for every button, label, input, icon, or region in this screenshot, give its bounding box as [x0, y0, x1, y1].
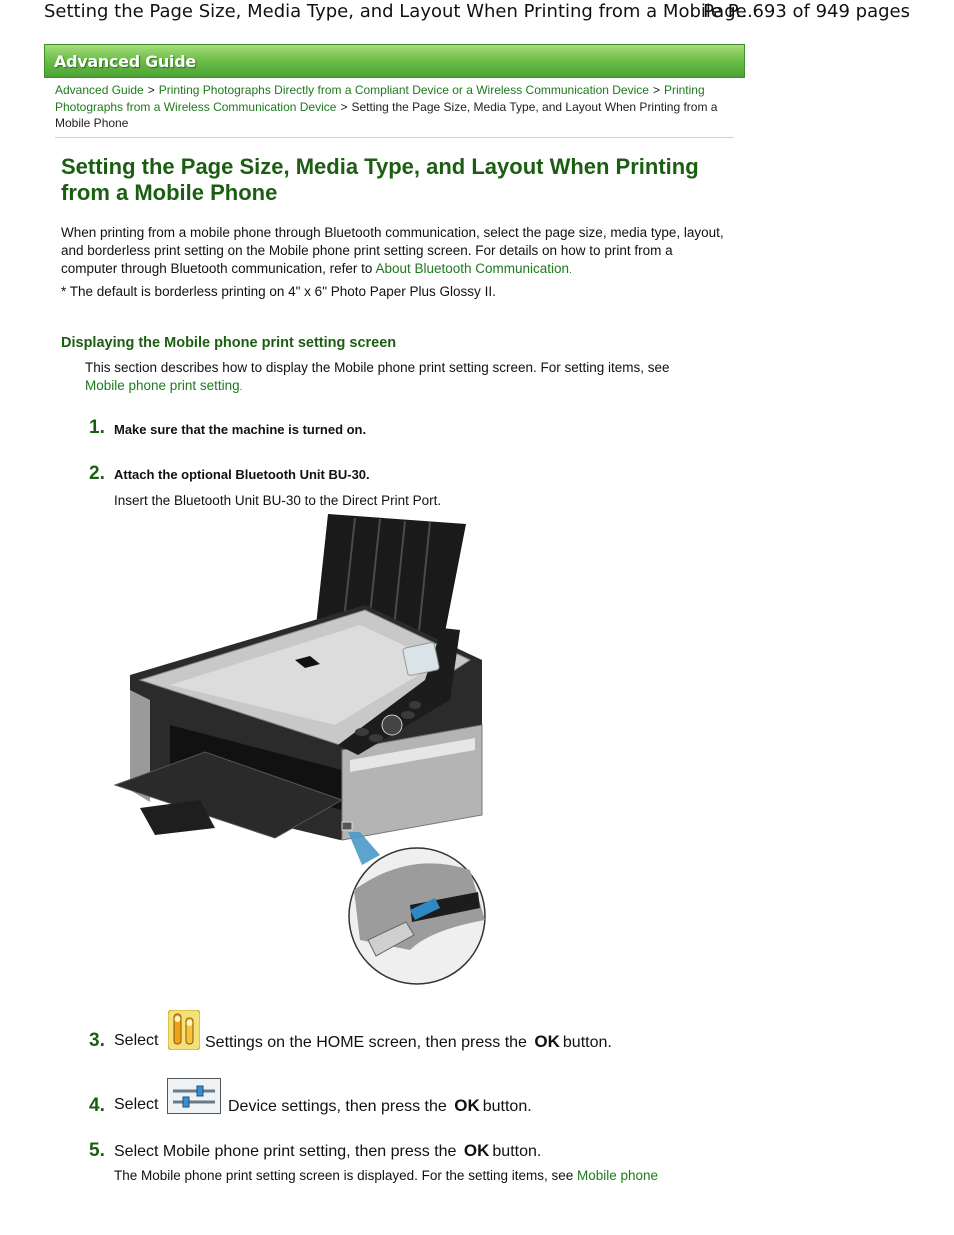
step-4-end: button. — [482, 1098, 532, 1115]
section-intro — [85, 359, 705, 397]
step-5-end: button. — [492, 1143, 542, 1160]
lcd-screen — [402, 642, 439, 676]
step-1-text: Make sure that the machine is turned on. — [114, 422, 367, 437]
intro-paragraph — [61, 224, 726, 280]
breadcrumb-current: Setting the Page Size, Media Type, and Layout When Printing from a Mobile Phone — [55, 99, 718, 130]
section-intro-end: . — [239, 382, 243, 393]
breadcrumb-link-wireless-device[interactable]: Printing Photographs from a Wireless Communication Device — [55, 83, 705, 114]
settings-icon — [168, 1010, 200, 1050]
section-title: Displaying the Mobile phone print setting screen — [61, 335, 397, 351]
step-2-text: Attach the optional Bluetooth Unit BU-30. — [114, 467, 370, 482]
step-3-end: button. — [562, 1034, 612, 1051]
section-intro-text: This section describes how to display the Mobile phone print setting screen. For setting items, see — [85, 360, 670, 375]
step-number: 5. — [89, 1140, 105, 1161]
zoom-pointer — [348, 832, 380, 865]
advanced-guide-banner — [44, 44, 745, 78]
breadcrumb-link-advanced-guide[interactable]: Advanced Guide — [55, 83, 144, 97]
ok-button-label: OK — [463, 1141, 490, 1160]
step-4-instruction: Device settings, then press the — [228, 1098, 447, 1115]
navigation-dial — [382, 715, 402, 735]
device-settings-icon — [167, 1078, 221, 1114]
direct-print-port — [342, 822, 352, 830]
mobile-phone-print-setting-link[interactable]: Mobile phone print setting — [85, 378, 240, 393]
step-4-select: Select — [114, 1096, 159, 1113]
mobile-phone-link[interactable]: Mobile phone — [577, 1168, 659, 1183]
step-3-select: Select — [114, 1032, 159, 1049]
page-number: Page 693 of 949 pages — [703, 1, 910, 22]
page-title: Setting the Page Size, Media Type, and Layout When Printing from a Mobile Phone — [61, 154, 699, 205]
breadcrumb-divider — [55, 137, 734, 138]
step-number: 3. — [89, 1030, 105, 1051]
breadcrumb — [55, 82, 735, 132]
intro-text: When printing from a mobile phone through Bluetooth communication, select the page size, media type, layout, and borderless print setting on the Mobile phone print setting screen. For details on how to print from a computer through Bluetooth communication, refer to — [61, 225, 724, 276]
step-3-instruction: Settings on the HOME screen, then press the — [205, 1034, 527, 1051]
step-5-text — [114, 1141, 541, 1161]
banner-label: Advanced Guide — [54, 52, 196, 71]
step-5-body-text: The Mobile phone print setting screen is displayed. For the setting items, see — [114, 1168, 577, 1183]
breadcrumb-separator: > — [652, 83, 660, 97]
step-3-text — [205, 1032, 612, 1052]
step-4-text — [228, 1096, 532, 1116]
breadcrumb-link-printing-directly[interactable]: Printing Photographs Directly from a Compliant Device or a Wireless Communication Device — [158, 83, 649, 97]
step-number: 2. — [89, 463, 105, 484]
step-5-instruction: Select Mobile phone print setting, then press the — [114, 1143, 457, 1160]
step-2-body: Insert the Bluetooth Unit BU-30 to the Direct Print Port. — [114, 493, 442, 508]
page-header — [44, 0, 924, 26]
step-5-body — [114, 1168, 658, 1183]
ok-button-label: OK — [534, 1032, 560, 1051]
document-title: Setting the Page Size, Media Type, and Layout When Printing from a Mobile P... — [44, 1, 753, 22]
breadcrumb-separator: > — [340, 99, 348, 114]
breadcrumb-separator: > — [147, 83, 155, 97]
step-number: 1. — [89, 417, 105, 438]
ok-button-label: OK — [454, 1096, 480, 1115]
step-number: 4. — [89, 1095, 105, 1116]
printer-bluetooth-illustration — [110, 510, 490, 988]
about-bluetooth-link[interactable]: About Bluetooth Communication — [375, 261, 570, 276]
intro-end: . — [569, 265, 572, 276]
default-note: * The default is borderless printing on 4" x 6" Photo Paper Plus Glossy II. — [61, 284, 496, 299]
